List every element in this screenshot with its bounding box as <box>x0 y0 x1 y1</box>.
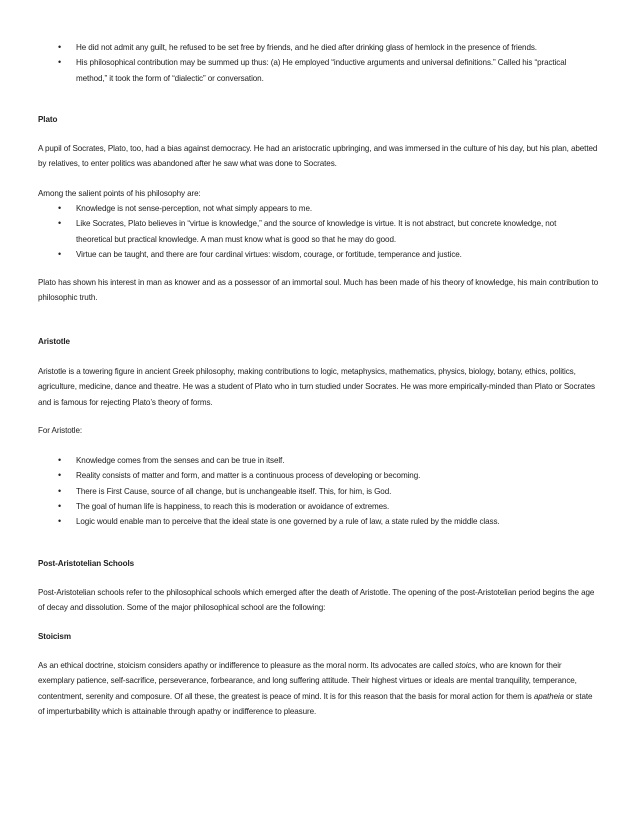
stoicism-text-part-3: or state of imperturbability which is attainable through apathy or indifference to pleasure. <box>38 691 593 716</box>
list-item: • Reality consists of matter and form, and matter is a continuous process of developing or becoming. <box>52 468 592 483</box>
list-item: • Knowledge comes from the senses and can be true in itself. <box>52 453 592 468</box>
list-item: • His philosophical contribution may be summed up thus: (a) He employed “inductive arguments and universal definitions.” Called his “practical method,” it took the form of “dialectic” or conversation. <box>52 55 592 86</box>
list-item: • Virtue can be taught, and there are four cardinal virtues: wisdom, courage, or fortitude, temperance and justice. <box>52 247 592 262</box>
plato-points-lead: Among the salient points of his philosophy are: <box>38 189 201 198</box>
list-item: • He did not admit any guilt, he refused to be set free by friends, and he died after drinking glass of hemlock in the presence of friends. <box>52 40 592 55</box>
plato-bullet-list <box>52 201 592 262</box>
aristotle-intro-paragraph: Aristotle is a towering figure in ancient Greek philosophy, making contributions to logic, metaphysics, mathematics, physics, biology, botany, ethics, politics, agriculture, medicine, dance and theatre. He was a student of Plato who in turn studied under Socrates. He was more empirically-minded than Plato or Socrates and is famous for rejecting Plato’s theory of forms. <box>38 367 596 407</box>
list-item: • There is First Cause, source of all change, but is unchangeable itself. This, for him, is God. <box>52 484 592 499</box>
list-item: • Like Socrates, Plato believes in “virtue is knowledge,” and the source of knowledge is virtue. It is not abstract, but concrete knowledge, not theoretical but practical knowledge. A man must know what is good so that he may do good. <box>52 216 592 247</box>
list-item: • Knowledge is not sense-perception, not what simply appears to me. <box>52 201 592 216</box>
plato-heading: Plato <box>38 115 58 124</box>
socrates-bullet-list <box>52 40 592 86</box>
plato-intro-paragraph: A pupil of Socrates, Plato, too, had a bias against democracy. He had an aristocratic upbringing, and was immersed in the culture of his day, but his plan, abetted by relatives, to enter politics was abandoned after he saw what was done to Socrates. <box>38 144 598 169</box>
aristotle-for-label: For Aristotle: <box>38 426 83 435</box>
apatheia-term: apatheia <box>533 691 565 701</box>
stoicism-text-part-1: As an ethical doctrine, stoicism considers apathy or indifference to pleasure as the moral norm. Its advocates are called <box>38 661 456 670</box>
post-aristotelian-heading: Post-Aristotelian Schools <box>38 559 134 568</box>
list-item: • Logic would enable man to perceive that the ideal state is one governed by a rule of law, a state ruled by the middle class. <box>52 514 592 529</box>
stoicism-heading: Stoicism <box>38 632 71 641</box>
post-aristotelian-paragraph: Post-Aristotelian schools refer to the philosophical schools which emerged after the death of Aristotle. The opening of the post-Aristotelian period begins the age of decay and dissolution. Some of the major philosophical school are the following: <box>38 588 595 613</box>
aristotle-heading: Aristotle <box>38 337 70 346</box>
plato-closing-paragraph: Plato has shown his interest in man as knower and as a possessor of an immortal soul. Much has been made of his theory of knowledge, his main contribution to philosophic truth. <box>38 278 599 303</box>
stoicism-paragraph <box>38 658 600 719</box>
stoicism-text-part-2: , who are known for their exemplary patience, self-sacrifice, perseverance, forbearance, and long suffering attitude. Their highest virtues or ideals are mental tranquility, temperance, contentment, serenity and composure. Of all these, the greatest is peace of mind. It is for this reason that the basis for moral action for them is <box>38 661 577 701</box>
stoics-term: stoics <box>455 661 476 670</box>
list-item: • The goal of human life is happiness, to reach this is moderation or avoidance of extremes. <box>52 499 592 514</box>
aristotle-bullet-list <box>52 453 592 529</box>
